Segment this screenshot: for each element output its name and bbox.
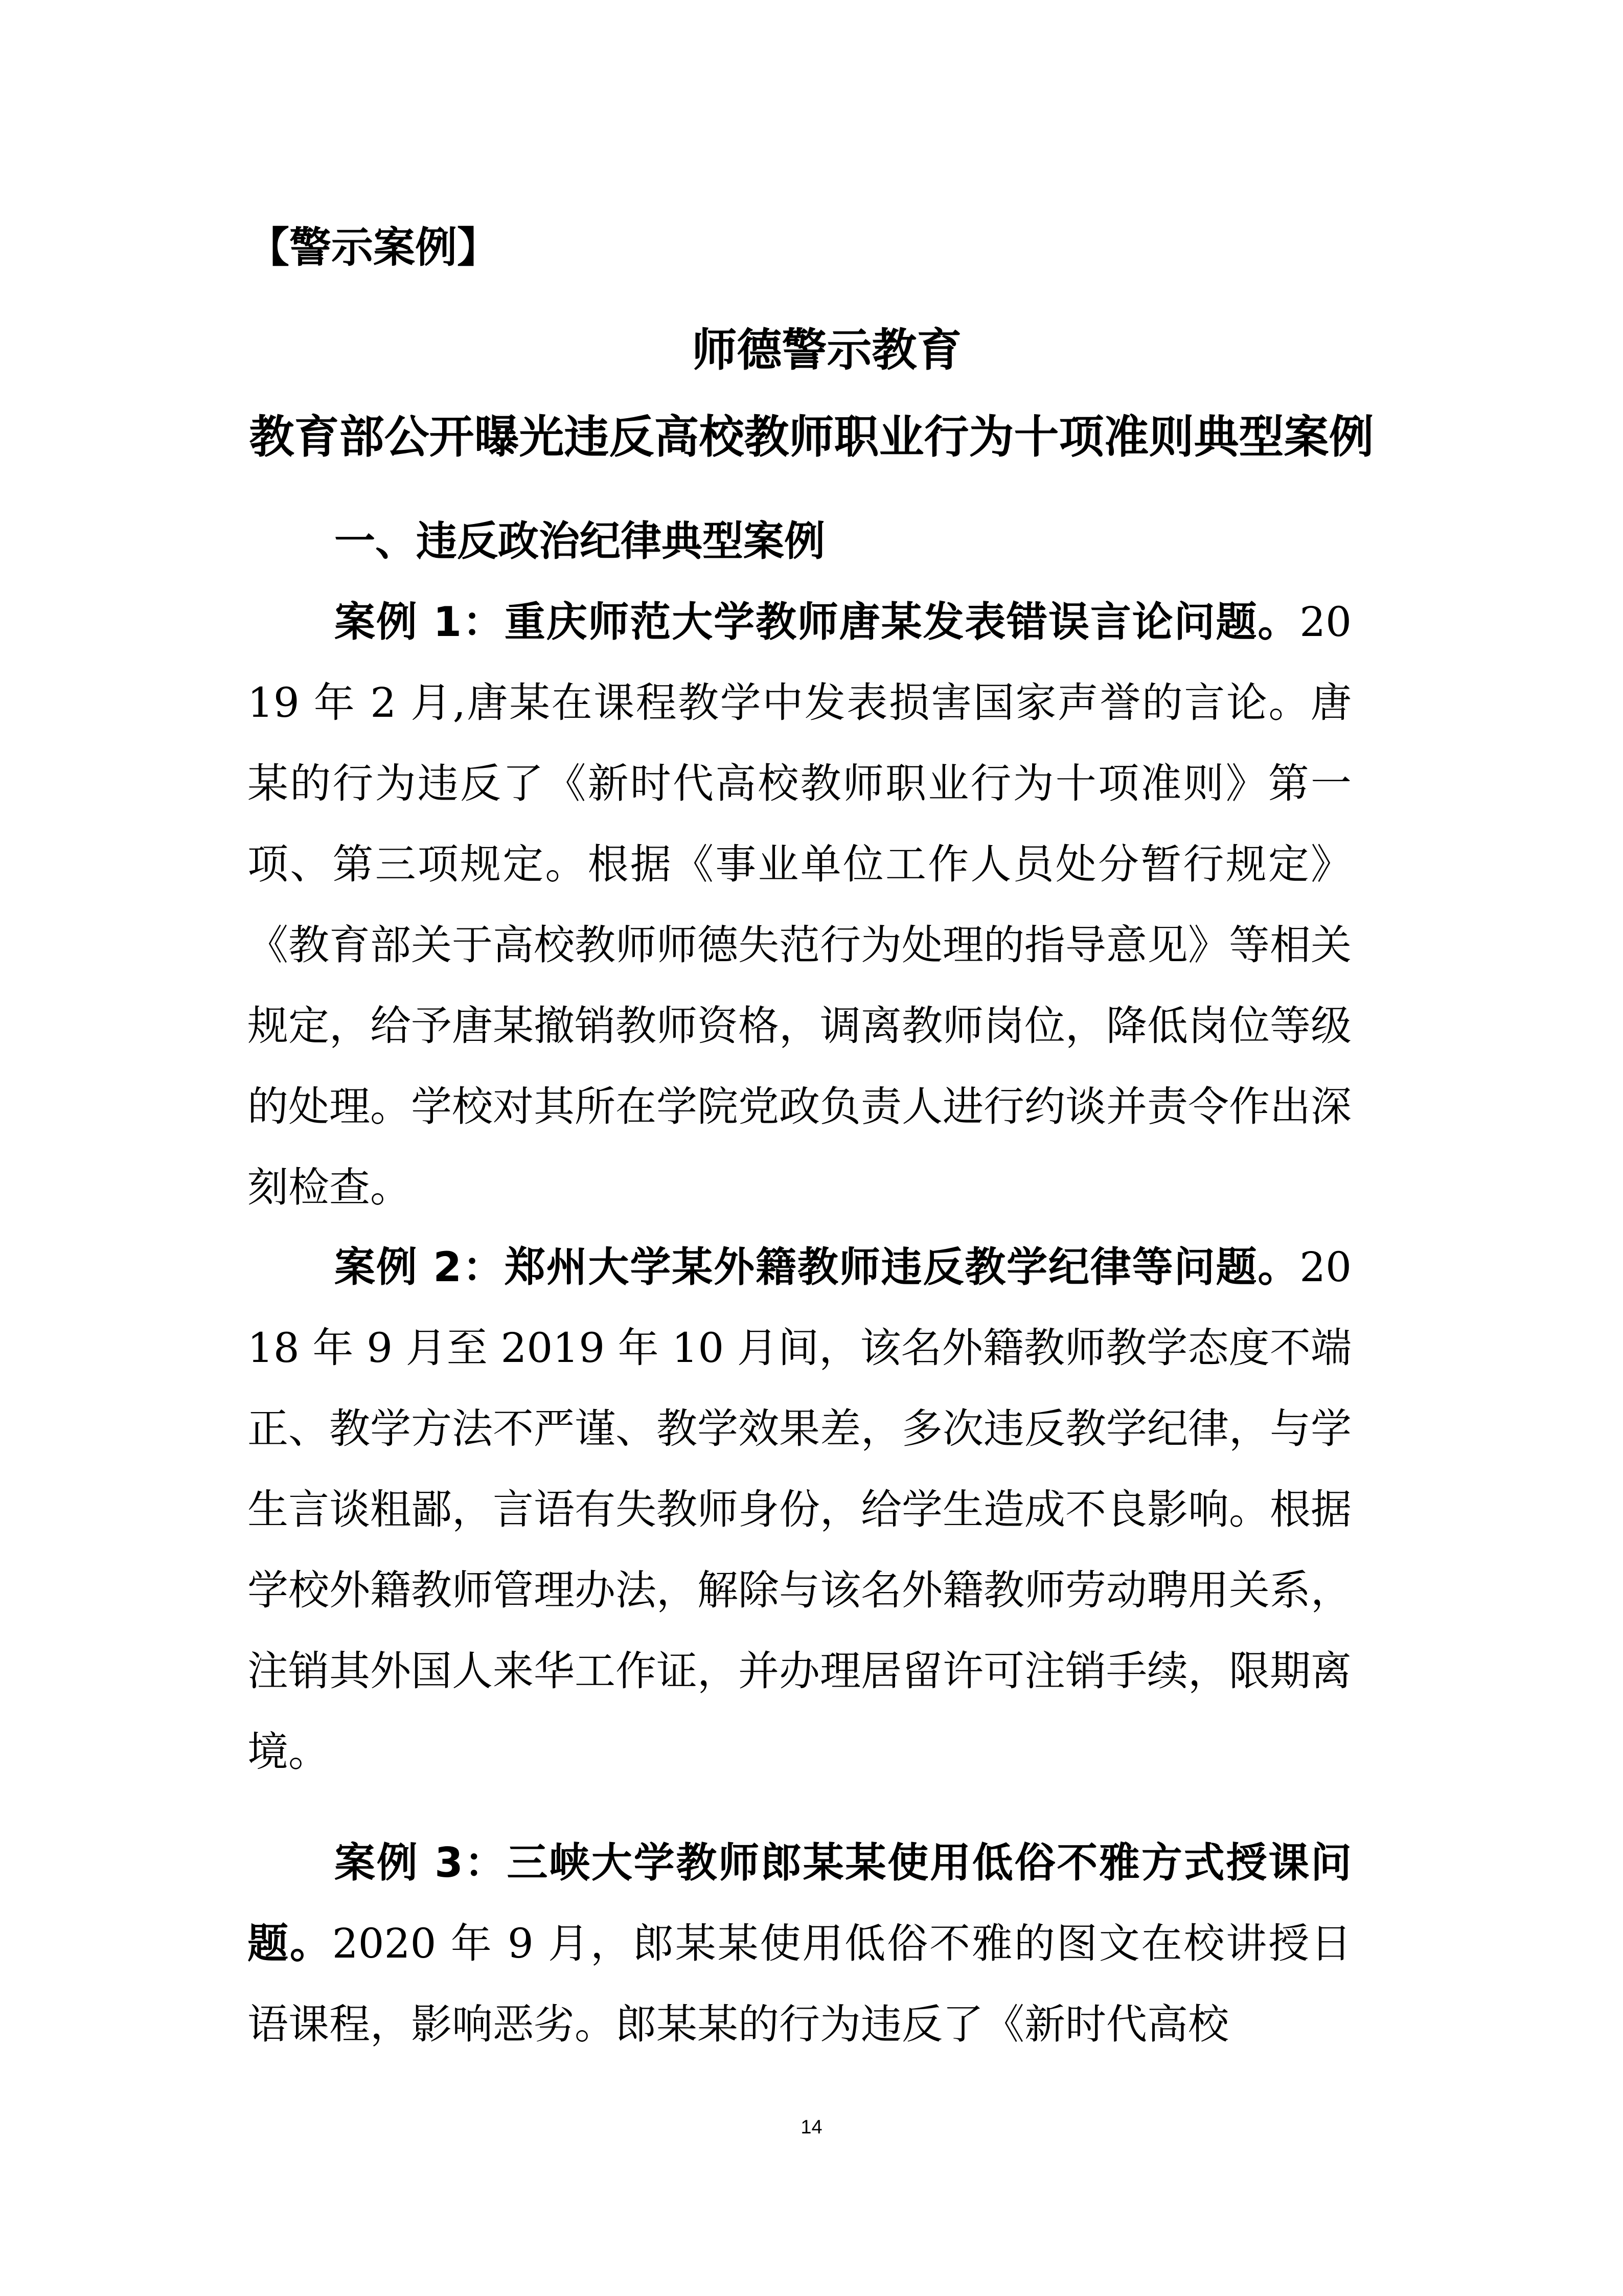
case-1-title: 案例 1：重庆师范大学教师唐某发表错误言论问题。 [334,598,1300,646]
document-title: 师德警示教育 [692,324,962,376]
case-3 [247,1823,1352,2065]
document-subtitle: 教育部公开曝光违反高校教师职业行为十项准则典型案例 [249,411,1374,463]
case-2 [247,1227,1352,1792]
case-2-body: 2018 年 9 月至 2019 年 10 月间，该名外籍教师教学态度不端正、教学方法不严谨、教学效果差，多次违反教学纪律，与学生言谈粗鄙，言语有失教师身份，给学生造成不良影响。根据学校外籍教师管理办法，解除与该名外籍教师劳动聘用关系，注销其外国人来华工作证，并办理居留许可注销手续，限期离境。 [247,1243,1352,1776]
section-heading: 一、违反政治纪律典型案例 [334,517,825,565]
case-3-title: 案例 3：三峡大学教师郎某某使用低俗不雅方式授课问题。 [247,1839,1352,1967]
page-number: 14 [801,2117,822,2138]
warning-case-tag: 【警示案例】 [247,223,499,272]
case-1-body: 2019 年 2 月,唐某在课程教学中发表损害国家声誉的言论。唐某的行为违反了《新时代高校教师职业行为十项准则》第一项、第三项规定。根据《事业单位工作人员处分暂行规定》《教育部关于高校教师师德失范行为处理的指导意见》等相关规定，给予唐某撤销教师资格，调离教师岗位，降低岗位等级的处理。学校对其所在学院党政负责人进行约谈并责令作出深刻检查。 [247,598,1352,1211]
case-2-title: 案例 2：郑州大学某外籍教师违反教学纪律等问题。 [334,1243,1300,1291]
case-1 [247,582,1352,1228]
section-political-discipline [247,501,1352,582]
case-3-body: 2020 年 9 月，郎某某使用低俗不雅的图文在校讲授日语课程，影响恶劣。郎某某的行为违反了《新时代高校 [247,1920,1352,2048]
